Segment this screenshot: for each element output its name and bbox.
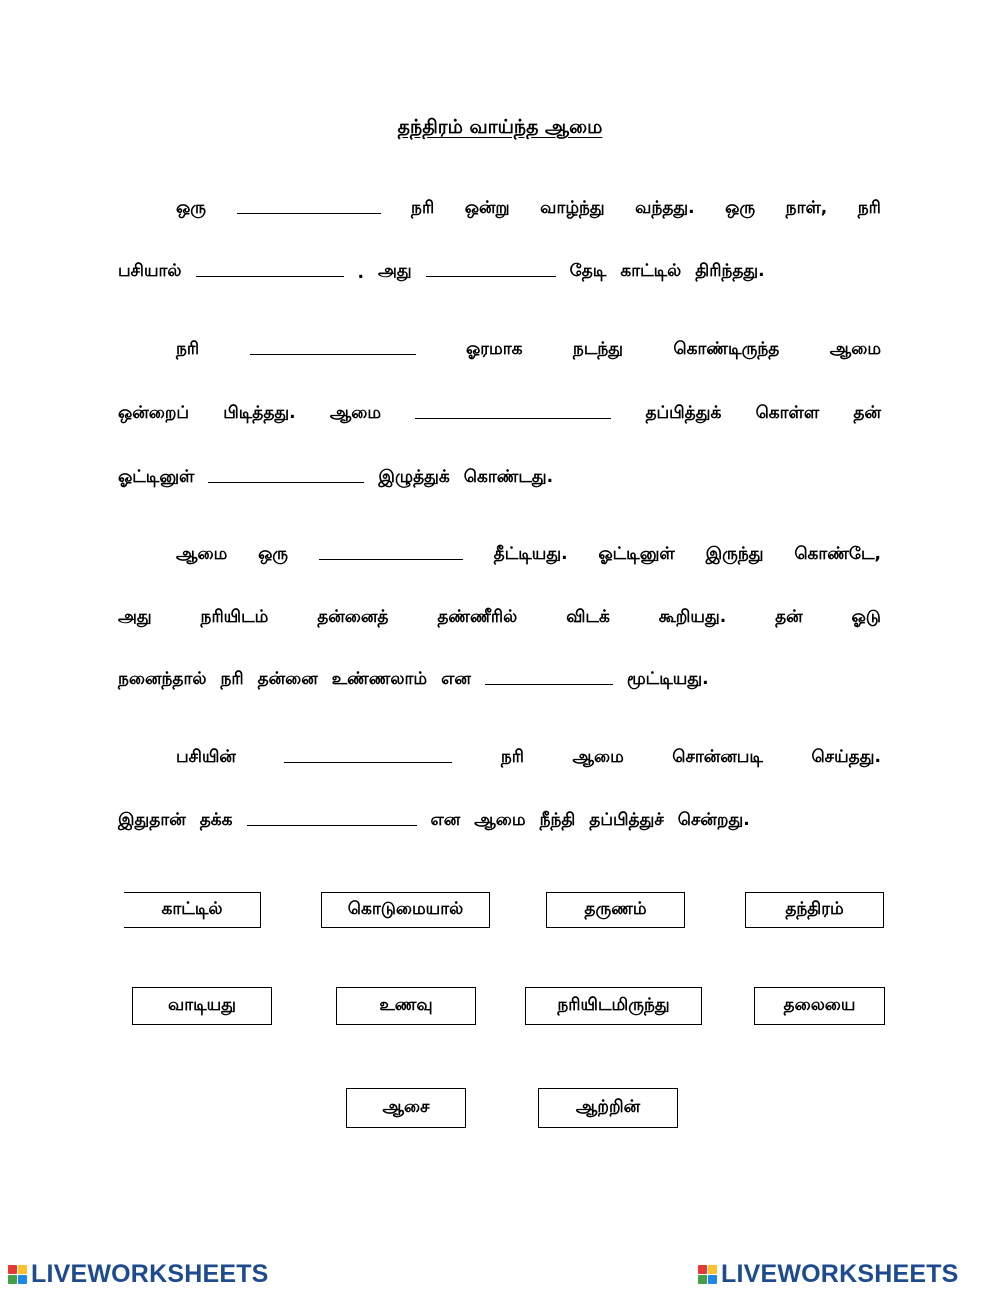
word: மூட்டியது.	[626, 669, 709, 689]
blank-3[interactable]	[426, 274, 556, 277]
word: வாழ்ந்து	[540, 198, 605, 218]
word-bank-option[interactable]: தருணம்	[546, 892, 685, 928]
word: தன்	[853, 403, 881, 423]
word-bank-option[interactable]: உணவு	[336, 987, 476, 1025]
word-bank-option[interactable]: ஆசை	[346, 1088, 466, 1128]
word: தப்பித்துச்	[589, 810, 664, 830]
word: ஒன்று	[464, 198, 510, 218]
word: செய்தது.	[811, 747, 881, 767]
blank-6[interactable]	[208, 480, 364, 483]
word: ஆமை	[474, 810, 526, 830]
text-line-4	[118, 391, 881, 425]
blank-8[interactable]	[485, 682, 613, 685]
word: ஓட்டினுள்	[598, 544, 675, 564]
word-bank-option[interactable]: கொடுமையால்	[321, 892, 490, 928]
word-bank-option[interactable]: காட்டில்	[124, 892, 261, 928]
word: தன்னை	[257, 669, 318, 689]
word: .	[357, 263, 365, 283]
word: ஆமை	[829, 339, 881, 359]
word: நாள்,	[785, 198, 828, 218]
liveworksheets-logo-left	[8, 1260, 269, 1289]
word: அது	[378, 261, 412, 281]
liveworksheets-logo-icon	[8, 1265, 27, 1284]
word: தேடி	[569, 261, 607, 281]
word: நரி	[176, 339, 200, 359]
word: ஆமை	[176, 544, 228, 564]
blank-4[interactable]	[250, 352, 416, 355]
word-bank-option[interactable]: தலையை	[754, 987, 885, 1025]
word: ஒரு	[258, 544, 289, 564]
text-line-8	[118, 657, 881, 691]
word: தக்க	[199, 810, 233, 830]
blank-7[interactable]	[319, 557, 463, 560]
word: பசியால்	[118, 261, 182, 281]
word: தப்பித்துக்	[645, 403, 722, 423]
word: ஓரமாக	[466, 339, 523, 359]
word: சென்றது.	[677, 810, 750, 830]
word: வந்தது.	[635, 198, 695, 218]
word: இழுத்துக்	[378, 467, 450, 487]
brand-name: LIVEWORKSHEETS	[721, 1260, 959, 1288]
word: கூறியது.	[658, 607, 727, 627]
word: ஒரு	[725, 198, 756, 218]
word-bank-option[interactable]: நரியிடமிருந்து	[525, 987, 702, 1025]
word: இருந்து	[705, 544, 764, 564]
word: காட்டில்	[620, 261, 682, 281]
liveworksheets-logo-icon	[698, 1265, 717, 1284]
word: நரி	[857, 198, 881, 218]
worksheet-title: தந்திரம் வாய்ந்த ஆமை	[397, 116, 603, 138]
word: ஓடு	[851, 607, 881, 627]
brand-name: LIVEWORKSHEETS	[31, 1260, 269, 1288]
blank-9[interactable]	[284, 760, 452, 763]
word-bank-option[interactable]: வாடியது	[132, 987, 272, 1025]
word: கொண்டது.	[463, 467, 554, 487]
blank-5[interactable]	[415, 416, 611, 419]
word: நரி	[411, 198, 435, 218]
text-line-2	[118, 249, 881, 283]
word: தீட்டியது.	[493, 544, 568, 564]
word: நனைந்தால்	[118, 669, 207, 689]
word: ஆமை	[572, 747, 624, 767]
liveworksheets-logo-right	[698, 1260, 959, 1289]
word: கொண்டிருந்த	[673, 339, 780, 359]
blank-1[interactable]	[237, 211, 381, 214]
text-line-1	[176, 186, 881, 220]
word: தன்	[775, 607, 803, 627]
text-line-6	[176, 532, 881, 566]
word: நரி	[220, 669, 244, 689]
word: நீந்தி	[539, 810, 576, 830]
word: நரி	[500, 747, 525, 767]
word: திரிந்தது.	[695, 261, 765, 281]
word: நடந்து	[572, 339, 623, 359]
word: நரியிடம்	[200, 607, 269, 627]
word: ஓட்டினுள்	[118, 467, 195, 487]
text-line-10	[118, 798, 881, 832]
word: தண்ணீரில்	[437, 607, 518, 627]
word: பிடித்தது.	[223, 403, 296, 423]
text-line-7	[118, 595, 881, 629]
text-line-5	[118, 455, 881, 489]
word: பசியின்	[176, 747, 236, 767]
word-bank-option[interactable]: தந்திரம்	[745, 892, 884, 928]
word: விடக்	[566, 607, 610, 627]
blank-10[interactable]	[247, 823, 417, 826]
word: தன்னைத்	[317, 607, 389, 627]
text-line-3	[176, 327, 881, 361]
text-line-9	[176, 735, 881, 769]
word: உண்ணலாம்	[331, 669, 428, 689]
blank-2[interactable]	[196, 274, 344, 277]
word: கொண்டே,	[794, 544, 881, 564]
word: ஒன்றைப்	[118, 403, 190, 423]
word: அது	[118, 607, 152, 627]
word: என	[430, 810, 461, 830]
word: என	[441, 669, 471, 689]
word: இதுதான்	[118, 810, 186, 830]
word-bank-option[interactable]: ஆற்றின்	[538, 1088, 678, 1128]
word: ஒரு	[176, 198, 206, 218]
word: சொன்னபடி	[672, 747, 763, 767]
word: கொள்ள	[755, 403, 820, 423]
word: ஆமை	[329, 403, 382, 423]
